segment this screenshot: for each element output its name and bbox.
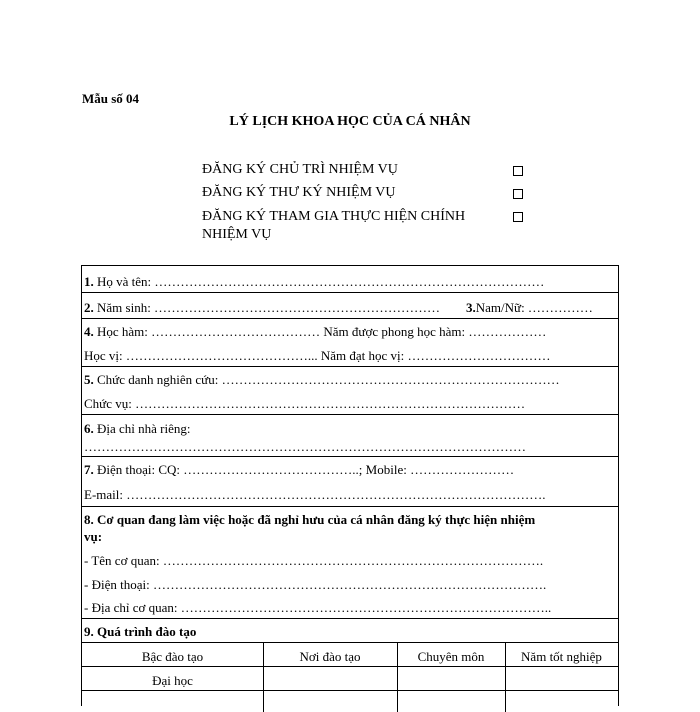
register-secretary-checkbox[interactable] [513, 189, 523, 199]
column-header-institution: Nơi đào tạo [299, 649, 361, 664]
column-header-major: Chuyên môn [417, 649, 485, 664]
field-post[interactable]: Chức vụ: ……………………………………………………………………………… [84, 396, 526, 411]
divider [82, 318, 618, 319]
field-agency-name[interactable]: - Tên cơ quan: ……………………………………………………………………………. [84, 553, 544, 568]
agency-heading: 8. Cơ quan đang làm việc hoặc đã nghỉ hưu của cá nhân đăng ký thực hiện nhiệm [84, 512, 536, 527]
column-header-level: Bậc đào tạo [141, 649, 204, 664]
register-lead-label: ĐĂNG KÝ CHỦ TRÌ NHIỆM VỤ [202, 162, 398, 177]
training-row-graduation-year[interactable] [505, 668, 618, 690]
divider [82, 506, 618, 507]
divider [82, 456, 618, 457]
divider [82, 292, 618, 293]
register-secretary-label: ĐĂNG KÝ THƯ KÝ NHIỆM VỤ [202, 185, 396, 200]
field-birth-year[interactable]: 2. Năm sinh: ………………………………………………………… [84, 300, 441, 315]
divider [82, 642, 618, 643]
field-gender[interactable]: 3.Nam/Nữ: …………… [466, 300, 593, 315]
field-academic-title[interactable]: 4. Học hàm: ………………………………… Năm được phong học hàm: ……………… [84, 324, 547, 339]
field-home-address-label: 6. Địa chỉ nhà riêng: [84, 421, 191, 436]
divider [82, 618, 618, 619]
field-full-name[interactable]: 1. Họ và tên: ……………………………………………………………………………… [84, 274, 545, 289]
register-lead-checkbox[interactable] [513, 166, 523, 176]
training-row-institution[interactable] [263, 668, 397, 690]
page-title: LÝ LỊCH KHOA HỌC CỦA CÁ NHÂN [229, 114, 471, 129]
register-participant-label-line1: ĐĂNG KÝ THAM GIA THỰC HIỆN CHÍNH [202, 209, 466, 224]
divider [82, 366, 618, 367]
training-heading: 9. Quá trình đào tạo [84, 624, 197, 639]
divider [82, 414, 618, 415]
field-research-position[interactable]: 5. Chức danh nghiên cứu: …………………………………………………………………… [84, 372, 560, 387]
agency-heading-cont: vụ: [84, 529, 103, 544]
divider [82, 666, 618, 667]
form-number: Mẫu số 04 [82, 91, 140, 106]
field-agency-address[interactable]: - Địa chỉ cơ quan: ………………………………………………………………………….. [84, 600, 552, 615]
training-row-major[interactable] [397, 668, 505, 690]
divider [82, 690, 618, 691]
field-home-address[interactable]: ………………………………………………………………………………………… [84, 439, 526, 454]
field-email[interactable]: E-mail: ……………………………………………………………………………………. [84, 487, 546, 502]
field-degree[interactable]: Học vị: ……………………………………... Năm đạt học vị: …………………………… [84, 348, 551, 363]
field-agency-phone[interactable]: - Điện thoại: ………………………………………………………………………………. [84, 577, 547, 592]
field-phone[interactable]: 7. Điện thoại: CQ: …………………………………..; Mobile: …………………… [84, 462, 515, 477]
register-participant-checkbox[interactable] [513, 212, 523, 222]
register-participant-label-line2: NHIỆM VỤ [202, 227, 272, 242]
column-header-graduation-year: Năm tốt nghiệp [521, 649, 602, 664]
training-row-level: Đại học [152, 673, 193, 688]
personal-info-table [81, 265, 619, 706]
